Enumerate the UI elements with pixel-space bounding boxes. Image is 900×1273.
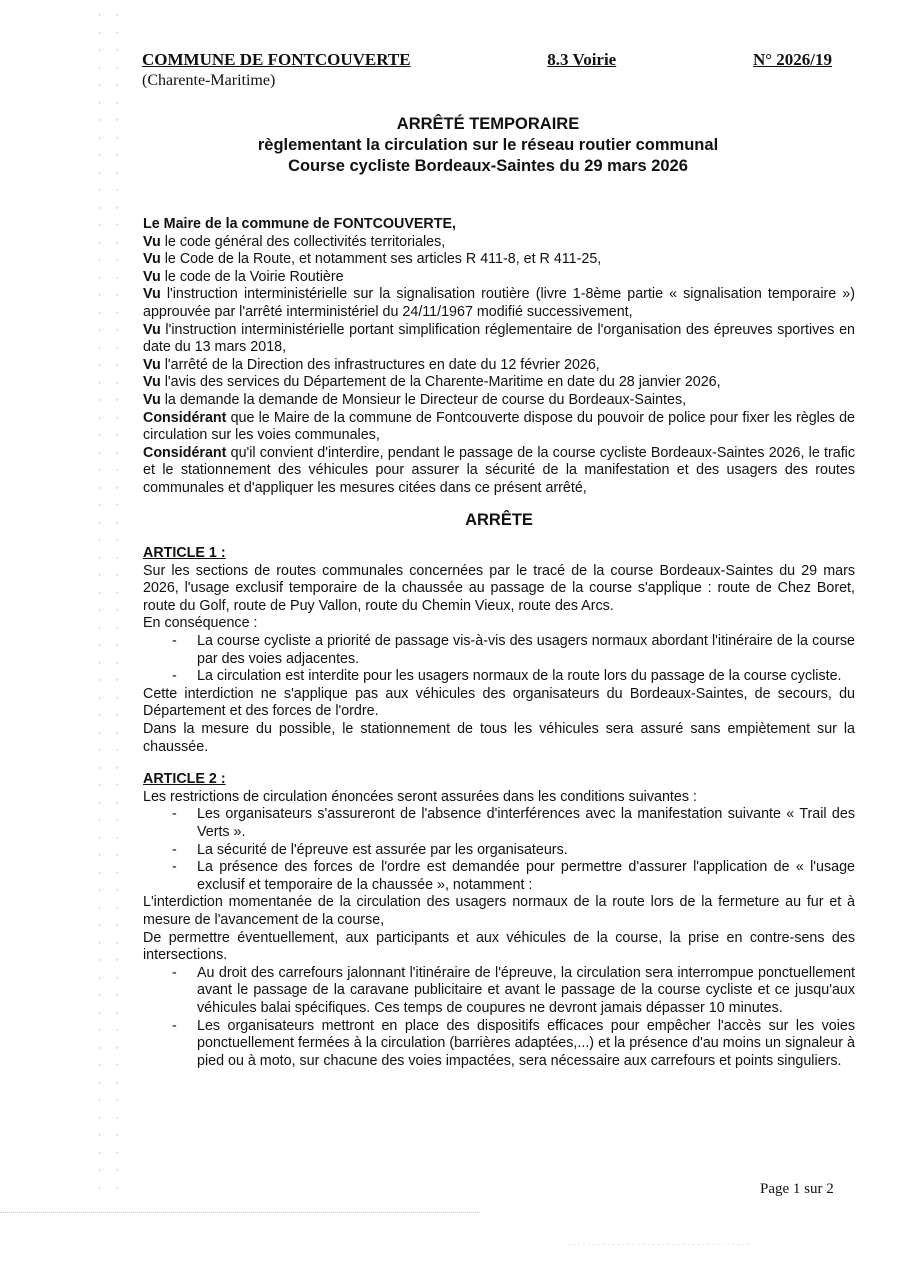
list-item: - La circulation est interdite pour les usagers normaux de la route lors du passage de la course cycliste.: [167, 668, 855, 686]
visa-item: Vu l'avis des services du Département de la Charente-Maritime en date du 28 janvier 2026,: [143, 374, 721, 391]
commune-name: COMMUNE DE FONTCOUVERTE: [142, 50, 411, 69]
list-item: - Les organisateurs s'assureront de l'absence d'interférences avec la manifestation suivante « Trail des Verts ».: [167, 806, 855, 841]
arrete-heading: ARRÊTE: [465, 510, 533, 529]
visas-list: [143, 234, 855, 498]
title-line-2: règlementant la circulation sur le réseau routier communal: [257, 136, 719, 154]
list-item: - La présence des forces de l'ordre est demandée pour permettre d'assurer l'application de « l'usage exclusif et temporaire de la chaussée », notamment :: [167, 859, 855, 894]
list-item: - La sécurité de l'épreuve est assurée par les organisateurs.: [167, 842, 855, 860]
list-item: - La course cycliste a priorité de passage vis-à-vis des usagers normaux abordant l'itinéraire de la course par des voies adjacentes.: [167, 633, 855, 668]
header-row: [142, 50, 832, 70]
scan-artifact-line: [0, 1212, 480, 1213]
visa-item: Vu l'instruction interministérielle sur la signalisation routière (livre 1-8ème partie « signalisation temporaire ») approuvée par l'arrêté interministériel du 24/11/1967 modifié successivement,: [143, 286, 855, 320]
article-1-intro: Sur les sections de routes communales concernées par le tracé de la course Bordeaux-Saintes du 29 mars 2026, l'usage exclusif temporaire de la chaussée au passage de la course s'applique : route de Chez Boret, route du Golf, route de Puy Vallon, route du Chemin Vieux, route des Arcs.: [143, 562, 855, 614]
visa-item: Vu l'arrêté de la Direction des infrastructures en date du 12 février 2026,: [143, 356, 600, 373]
article-1-consequence: En conséquence :: [143, 615, 258, 632]
article-2: [143, 771, 855, 1070]
considerant-item: Considérant que le Maire de la commune de Fontcouverte dispose du pouvoir de police pour fixer les règles de circulation sur les voies communales,: [143, 409, 855, 444]
article-2-intro: Les restrictions de circulation énoncées seront assurées dans les conditions suivantes :: [143, 788, 697, 805]
visa-item: Vu le code général des collectivités territoriales,: [143, 233, 446, 250]
article-2-title: ARTICLE 2 :: [143, 771, 226, 788]
article-1-para-2: Dans la mesure du possible, le stationnement de tous les véhicules sera assuré sans empiètement sur la chaussée.: [143, 721, 855, 755]
article-1-bullets: [167, 633, 855, 686]
title-line-1: ARRÊTÉ TEMPORAIRE: [396, 115, 580, 133]
article-1: [143, 545, 855, 756]
document-header: [142, 50, 832, 90]
article-2-bullets: [167, 806, 855, 894]
visa-item: Vu le code de la Voirie Routière: [143, 268, 344, 285]
list-item: - Au droit des carrefours jalonnant l'itinéraire de l'épreuve, la circulation sera interrompue ponctuellement avant le passage de la caravane publicitaire et avant le passage de la course cycliste et ce jusqu'aux véhicules balai spécifiques. Ces temps de coupures ne devront jamais dépasser 10 minutes.: [167, 965, 855, 1018]
article-1-title: ARTICLE 1 :: [143, 545, 226, 562]
article-2-para-1: L'interdiction momentanée de la circulation des usagers normaux de la route lors de la fermeture au fur et à mesure de l'avancement de la course,: [143, 894, 855, 928]
section-label: 8.3 Voirie: [547, 50, 617, 69]
considerant-item: Considérant qu'il convient d'interdire, pendant le passage de la course cycliste Bordeaux-Saintes 2026, le trafic et le stationnement des véhicules pour assurer la sécurité de la manifestation et des usagers des routes communales et d'appliquer les mesures citées dans ce présent arrêté,: [143, 444, 855, 496]
page-number: Page 1 sur 2: [760, 1181, 834, 1197]
visa-item: Vu le Code de la Route, et notamment ses articles R 411-8, et R 411-25,: [143, 251, 602, 268]
document-title: [142, 114, 834, 177]
document-body: [143, 216, 855, 1070]
article-1-para-1: Cette interdiction ne s'applique pas aux véhicules des organisateurs du Bordeaux-Saintes, de secours, du Département et des forces de l'ordre.: [143, 685, 855, 720]
scan-margin-marks: · · · · · · · · · · · · · · · · · · · · · · · · · · · · · · · · · · · · · · · · · · · · · · · · · · · · · · · · · · · · · · · · · · · · · · · · · · · · · · · · · · · · · · · · · · · · · · · · · · · · · · · · · · · · · · · · · · · · · · · · · · · · · · · · · · · · · · · ·: [98, 11, 125, 1194]
maire-heading: Le Maire de la commune de FONTCOUVERTE,: [143, 216, 457, 232]
department-label: (Charente-Maritime): [142, 72, 276, 89]
visa-item: Vu la demande la demande de Monsieur le Directeur de course du Bordeaux-Saintes,: [143, 391, 687, 408]
arrete-number: N° 2026/19: [752, 50, 832, 69]
title-line-3: Course cycliste Bordeaux-Saintes du 29 mars 2026: [288, 157, 688, 175]
article-2-bullets-2: [167, 965, 855, 1071]
article-2-para-2: De permettre éventuellement, aux participants et aux véhicules de la course, la prise en contre-sens des intersections.: [143, 929, 855, 964]
visa-item: Vu l'instruction interministérielle portant simplification réglementaire de l'organisation des épreuves sportives en date du 13 mars 2018,: [143, 321, 855, 356]
page-footer: [760, 1181, 834, 1198]
list-item: - Les organisateurs mettront en place des dispositifs efficaces pour empêcher l'accès sur les voies ponctuellement fermées à la circulation (barrières adaptées,...) et la présence d'au moins un signaleur à pied ou à moto, sur chacune des voies impactées, sera nécessaire aux carrefours et points singuliers.: [167, 1018, 855, 1071]
scan-stamp-artifact: · · · · · · · · · · · · · · · · · · · · · · · · · · · · · · · · · · · · ·: [568, 1241, 750, 1248]
